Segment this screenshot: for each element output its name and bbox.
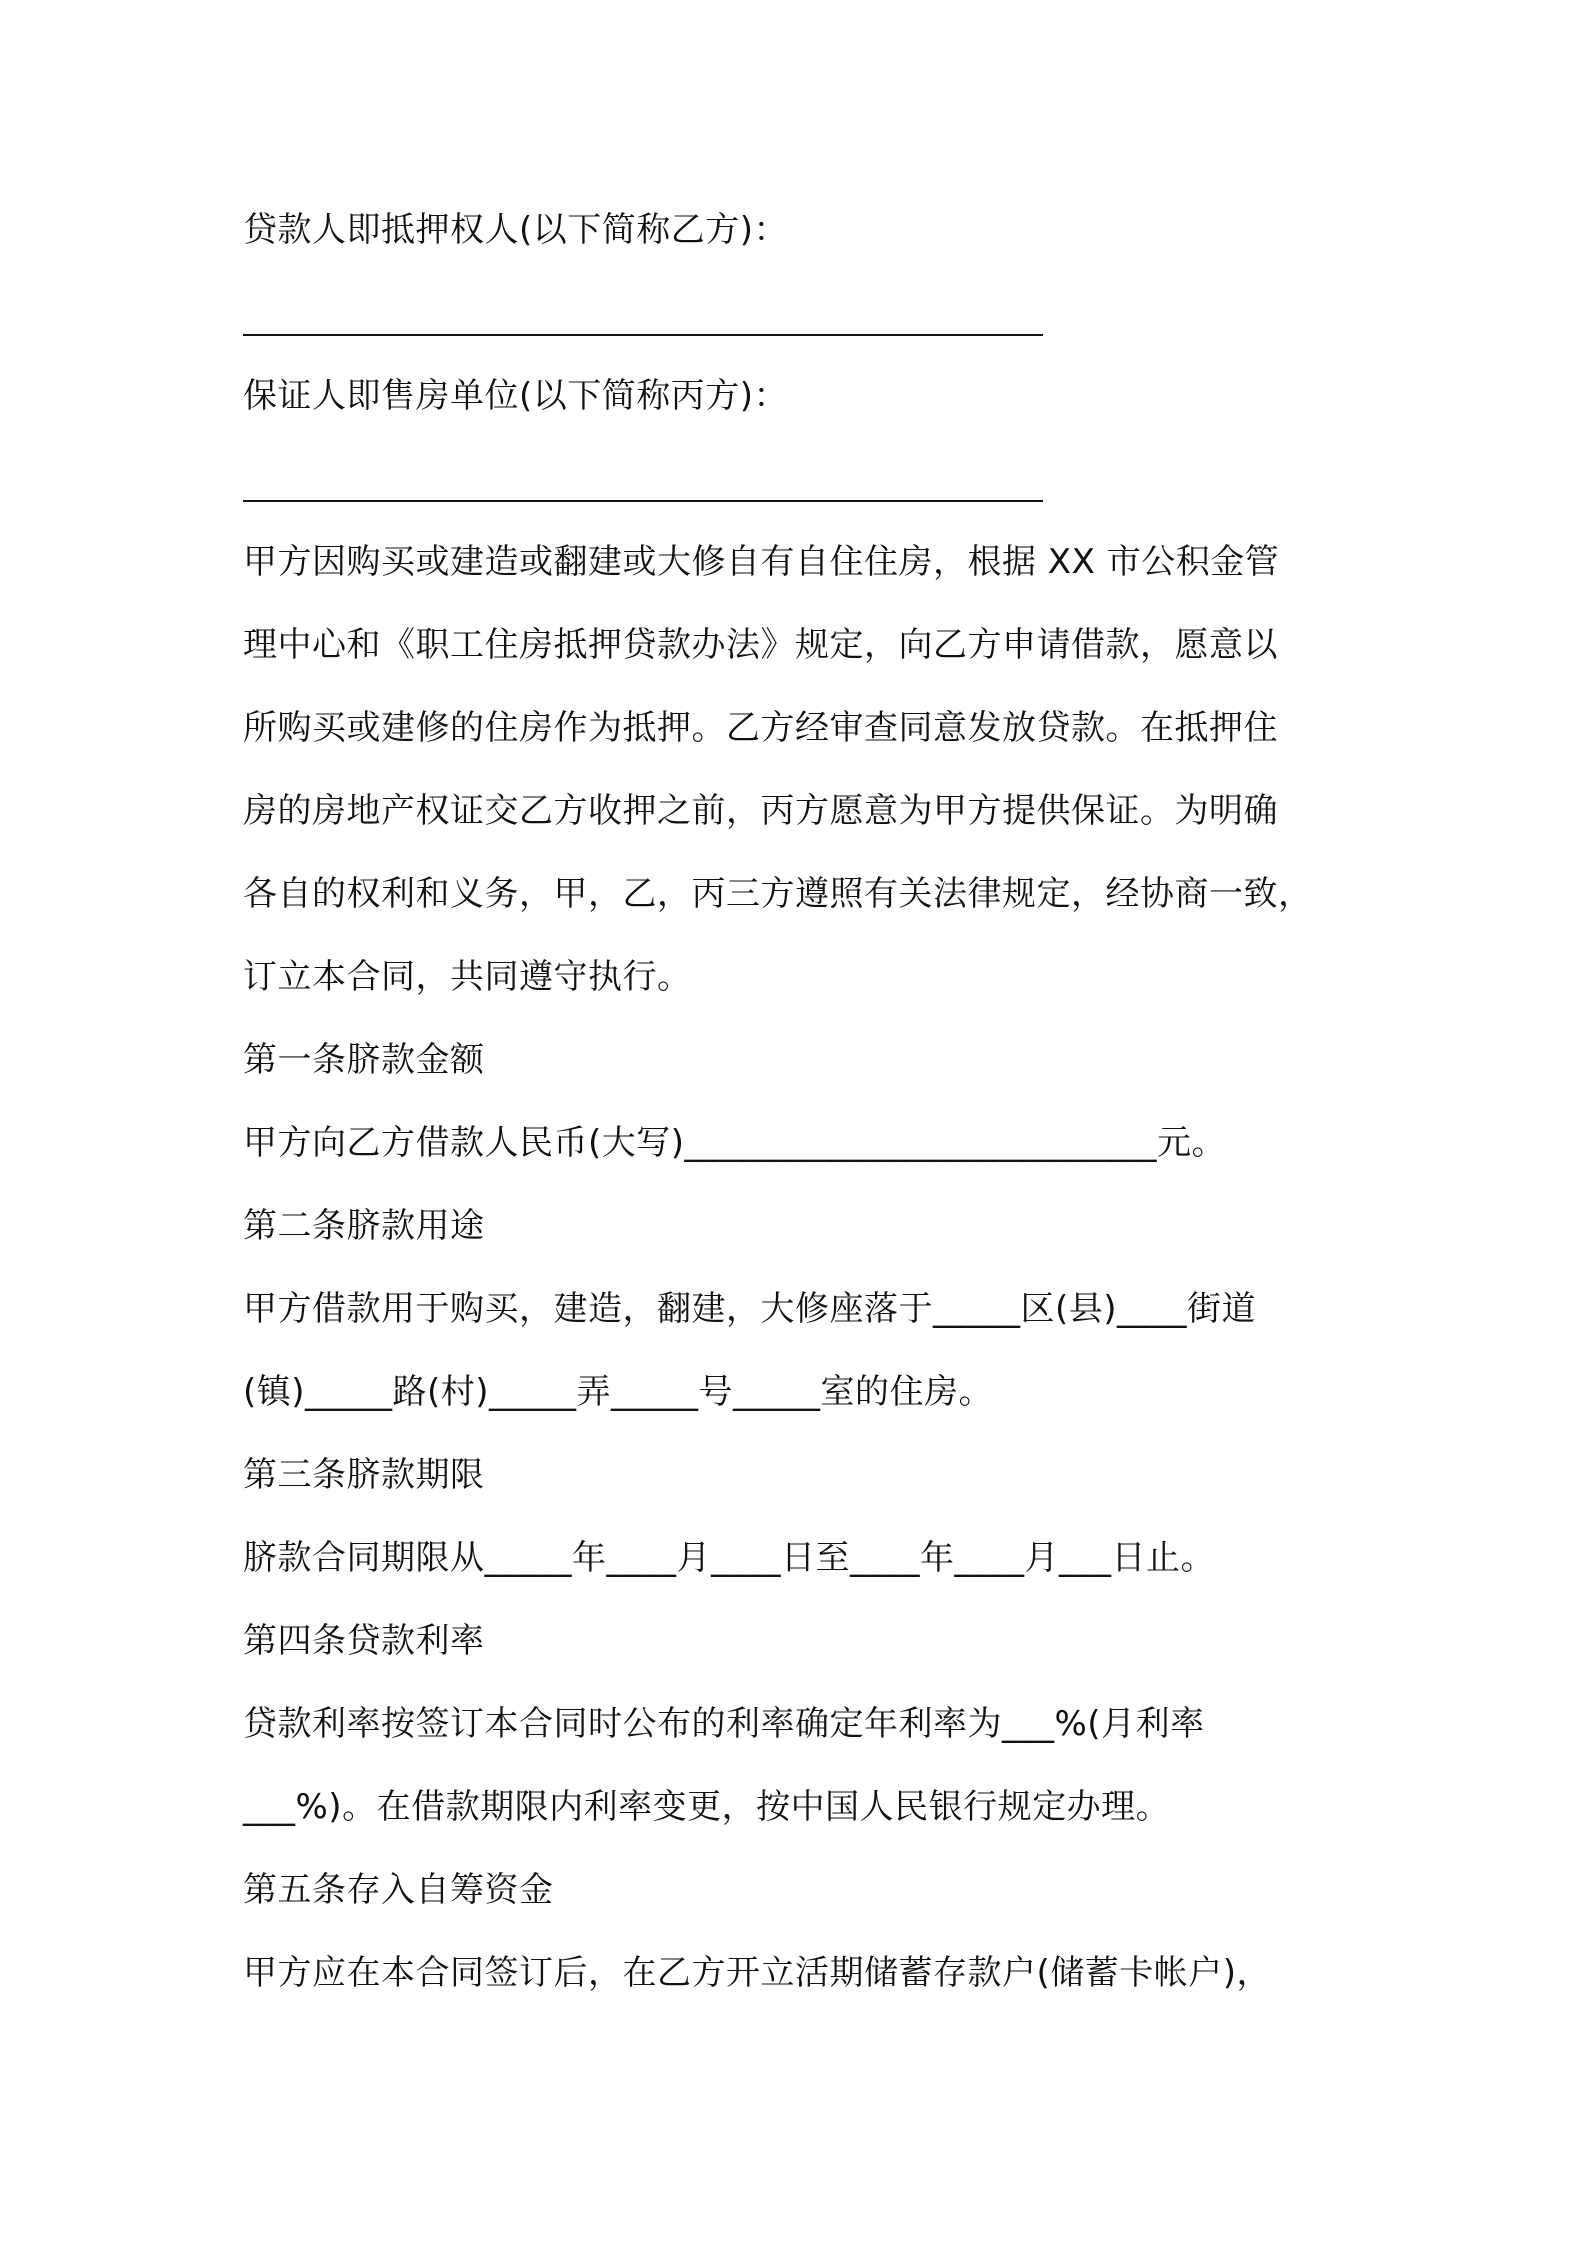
article-4-body-line-2: ___%)。在借款期限内利率变更，按中国人民银行规定办理。	[243, 1787, 1171, 1827]
lender-line: 贷款人即抵押权人(以下简称乙方)：	[243, 210, 789, 250]
preamble-line-2: 理中心和《职工住房抵押贷款办法》规定，向乙方申请借款，愿意以	[243, 625, 1278, 665]
article-2-body-line-2: (镇)_____路(村)_____弄_____号_____室的住房。	[243, 1372, 994, 1412]
article-2-heading: 第二条脐款用途	[243, 1206, 485, 1246]
preamble-line-4: 房的房地产权证交乙方收押之前，丙方愿意为甲方提供保证。为明确	[243, 791, 1278, 831]
article-5-body-line-1: 甲方应在本合同签订后，在乙方开立活期储蓄存款户(储蓄卡帐户)，	[243, 1953, 1272, 1993]
guarantor-blank-rule	[243, 500, 1043, 502]
preamble-line-1: 甲方因购买或建造或翻建或大修自有自住住房，根据 XX 市公积金管	[243, 542, 1280, 582]
guarantor-line: 保证人即售房单位(以下简称丙方)：	[243, 376, 789, 416]
preamble-line-3: 所购买或建修的住房作为抵押。乙方经审查同意发放贷款。在抵押住	[243, 708, 1278, 748]
preamble-line-5: 各自的权利和义务，甲，乙，丙三方遵照有关法律规定，经协商一致，	[243, 874, 1313, 914]
preamble-line-6: 订立本合同，共同遵守执行。	[243, 957, 692, 997]
article-3-heading: 第三条脐款期限	[243, 1455, 485, 1495]
article-3-body: 脐款合同期限从_____年____月____日至____年____月___日止。	[243, 1538, 1215, 1578]
article-1-heading: 第一条脐款金额	[243, 1040, 485, 1080]
article-4-body-line-1: 贷款利率按签订本合同时公布的利率确定年利率为___%(月利率	[243, 1704, 1205, 1744]
article-1-body: 甲方向乙方借款人民币(大写)___________________________元。	[243, 1123, 1227, 1163]
article-4-heading: 第四条贷款利率	[243, 1621, 485, 1661]
article-5-heading: 第五条存入自筹资金	[243, 1870, 554, 1910]
lender-blank-rule	[243, 334, 1043, 336]
article-2-body-line-1: 甲方借款用于购买，建造，翻建，大修座落于_____区(县)____街道	[243, 1289, 1257, 1329]
